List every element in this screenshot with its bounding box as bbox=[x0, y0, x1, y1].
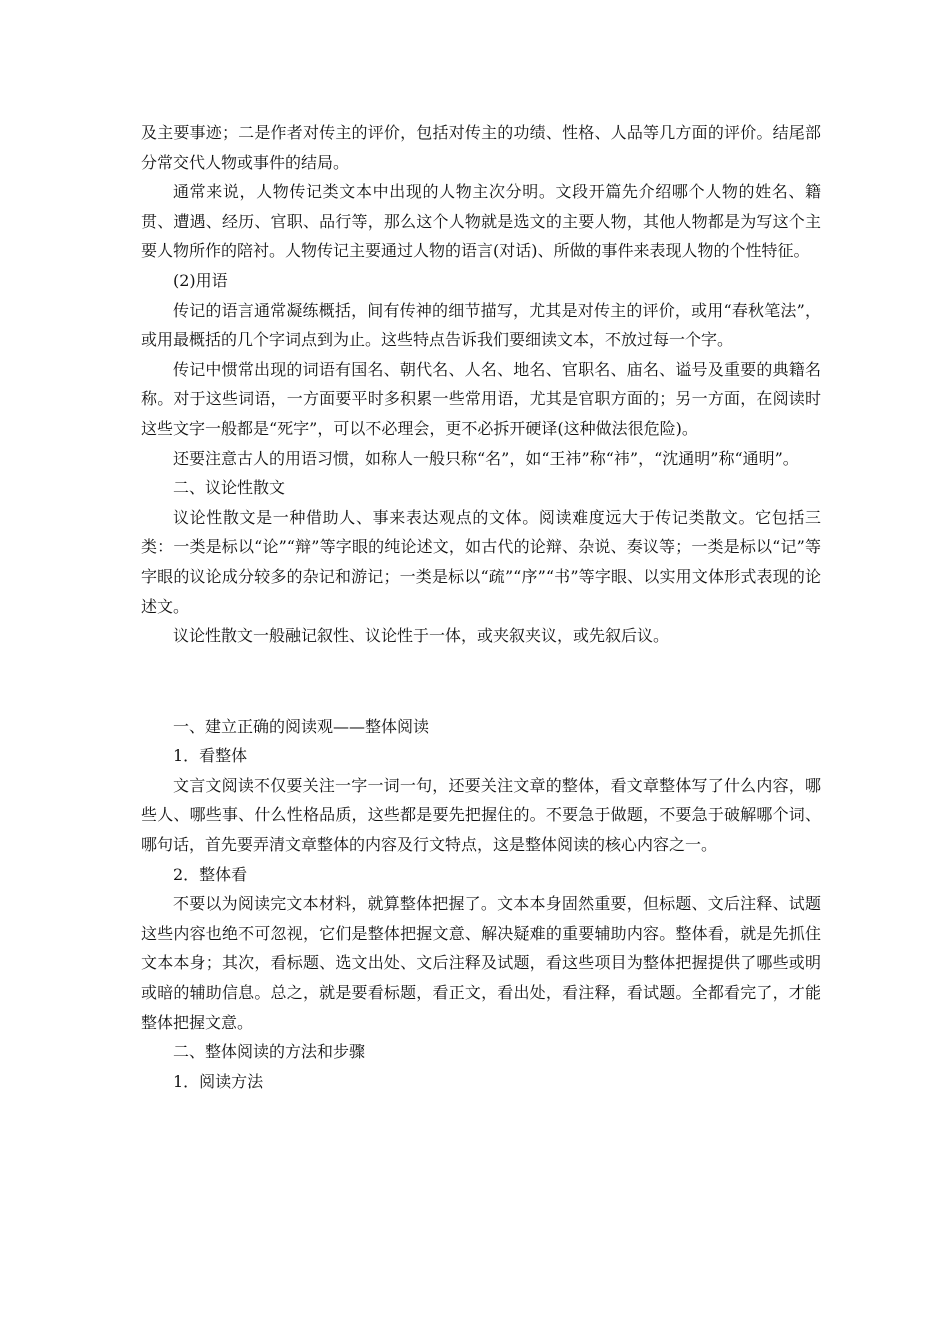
section-heading: 1．看整体 bbox=[173, 746, 248, 766]
body-paragraph: 通常来说，人物传记类文本中出现的人物主次分明。文段开篇先介绍哪个人物的姓名、籍贯、遭遇、经历、官职、品行等，那么这个人物就是选文的主要人物，其他人物都是为写这个主要人物所作的陪衬。人物传记主要通过人物的语言(对话)、所做的事件来表现人物的个性特征。 bbox=[141, 182, 821, 261]
body-paragraph: 文言文阅读不仅要关注一字一词一句，还要关注文章的整体，看文章整体写了什么内容，哪些人、哪些事、什么性格品质，这些都是要先把握住的。不要急于做题，不要急于破解哪个词、哪句话，首先要弄清文章整体的内容及行文特点，这是整体阅读的核心内容之一。 bbox=[141, 775, 821, 855]
section-heading: 1．阅读方法 bbox=[173, 1071, 264, 1091]
body-paragraph: 不要以为阅读完文本材料，就算整体把握了。文本本身固然重要，但标题、文后注释、试题这些内容也绝不可忽视，它们是整体把握文意、解决疑难的重要辅助内容。整体看，就是先抓住文本本身；其次，看标题、选文出处、文后注释及试题，看这些项目为整体把握提供了哪些或明或暗的辅助信息。总之，就是要看标题，看正文，看出处，看注释，看试题。全都看完了，才能整体把握文意。 bbox=[141, 894, 821, 1032]
body-paragraph: 议论性散文一般融记叙性、议论性于一体，或夹叙夹议，或先叙后议。 bbox=[173, 626, 670, 646]
body-paragraph: 及主要事迹；二是作者对传主的评价，包括对传主的功绩、性格、人品等几方面的评价。结尾部分常交代人物或事件的结局。 bbox=[141, 123, 821, 172]
section-heading: 二、整体阅读的方法和步骤 bbox=[173, 1042, 366, 1062]
section-heading: 2．整体看 bbox=[173, 864, 248, 884]
section-heading: (2)用语 bbox=[173, 270, 228, 290]
body-paragraph: 传记中惯常出现的词语有国名、朝代名、人名、地名、官职名、庙名、谥号及重要的典籍名称。对于这些词语，一方面要平时多积累一些常用语，尤其是官职方面的；另一方面，在阅读时这些文字一般都是“死字”，可以不必理会，更不必拆开硬译(这种做法很危险)。 bbox=[141, 359, 821, 438]
section-heading: 一、建立正确的阅读观——整体阅读 bbox=[173, 716, 430, 736]
body-paragraph: 议论性散文是一种借助人、事来表达观点的文体。阅读难度远大于传记类散文。它包括三类：一类是标以“论”“辩”等字眼的纯论述文，如古代的论辩、杂说、奏议等；一类是标以“记”等字眼的议论成分较多的杂记和游记；一类是标以“疏”“序”“书”等字眼、以实用文体形式表现的论述文。 bbox=[141, 507, 821, 616]
body-paragraph: 还要注意古人的用语习惯，如称人一般只称“名”，如“王祎”称“祎”，“沈通明”称“通明”。 bbox=[173, 448, 799, 468]
section-heading: 二、议论性散文 bbox=[173, 478, 286, 498]
section-gap bbox=[141, 667, 821, 696]
body-paragraph: 传记的语言通常凝练概括，间有传神的细节描写，尤其是对传主的评价，或用“春秋笔法”，或用最概括的几个字词点到为止。这些特点告诉我们要细读文本，不放过每一个字。 bbox=[141, 300, 821, 350]
document-page bbox=[141, 118, 821, 1096]
